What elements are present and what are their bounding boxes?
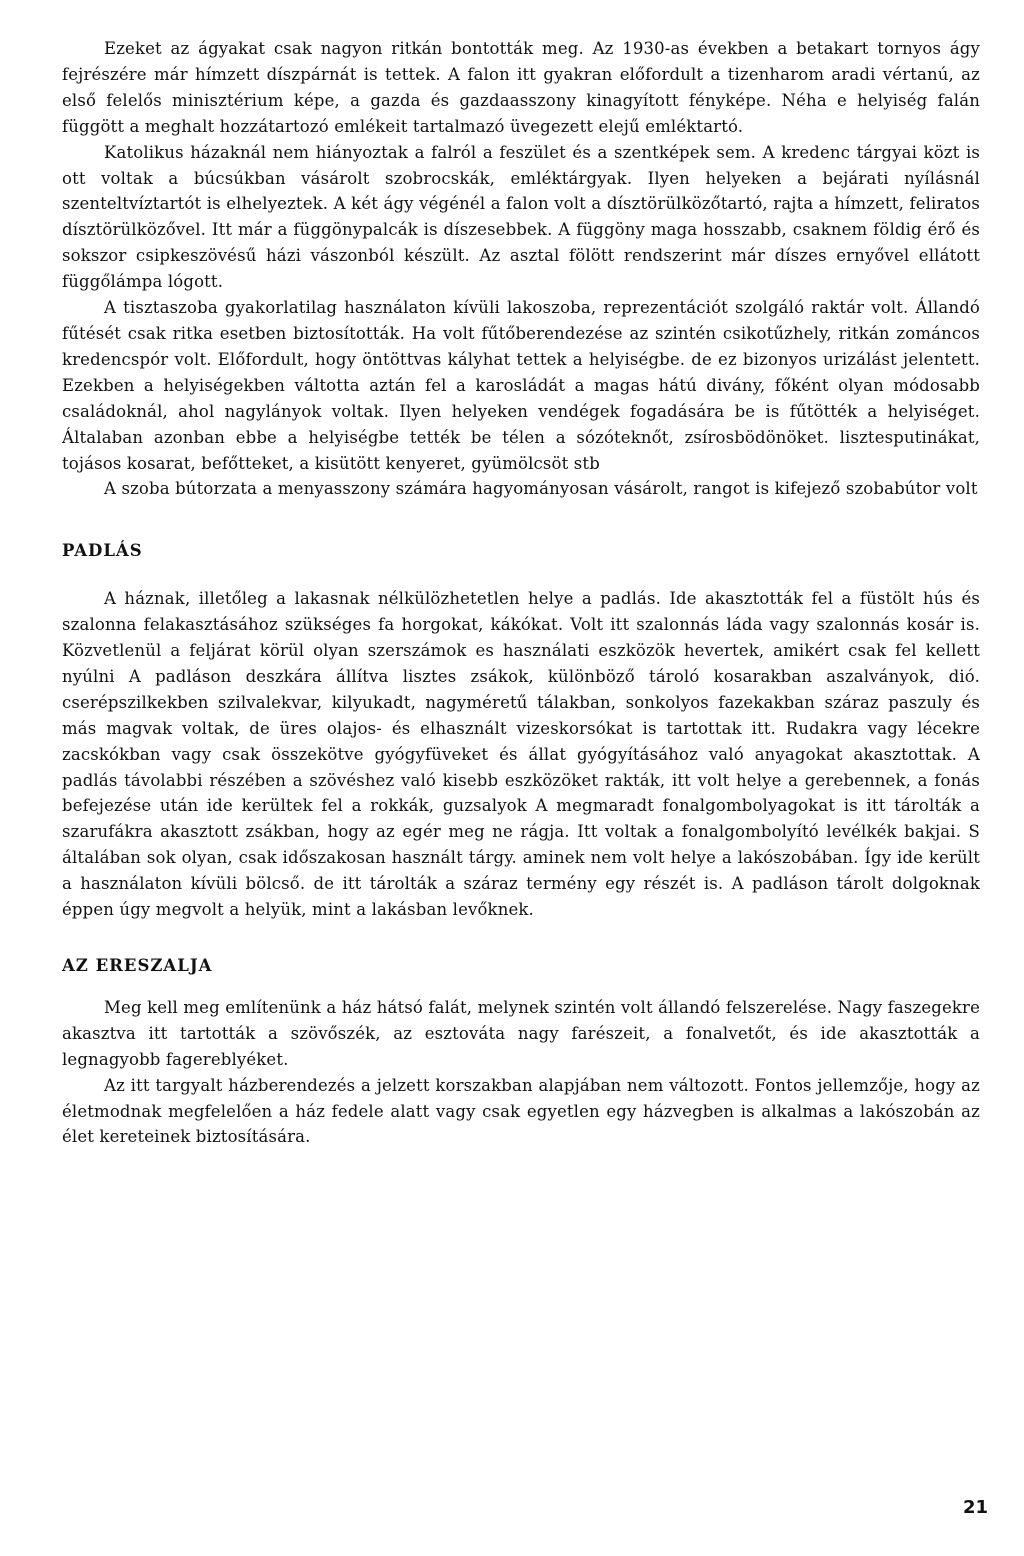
paragraph: Katolikus házaknál nem hiányoztak a falról a feszület és a szentképek sem. A kredenc tárgyai közt is ott voltak a búcsúkban vásárolt szobrocskák, emléktárgyak. Ilyen helyeken a bejárati nyílásnál szenteltvíztartót is elhelyeztek. A két ágy végénél a falon volt a dísztörülközőtartó, rajta a hímzett, feliratos dísztörülközővel. Itt már a függönypalcák is díszesebbek. A függöny maga hosszabb, csaknem földig érő és sokszor csipkeszövésű házi vászonból készült. Az asztal fölött rendszerint már díszes ernyővel ellátott függőlámpa lógott.: [62, 142, 980, 292]
paragraph: Az itt targyalt házberendezés a jelzett korszakban alapjában nem változott. Fontos jellemzője, hogy az életmodnak megfelelően a ház fedele alatt vagy csak egyetlen egy házvegben is alkalmas a lakószobán az élet kereteinek biztosítására.: [62, 1075, 980, 1147]
paragraph: Meg kell meg említenünk a ház hátsó falát, melynek szintén volt állandó felszerelése. Nagy faszegekre akasztva itt tartották a szövőszék, az esztováta nagy farészeit, a fonalvetőt, és ide akasztották a legnagyobb fagereblyéket.: [62, 997, 981, 1069]
page-body: [62, 36, 980, 1150]
paragraph: Ezeket az ágyakat csak nagyon ritkán bontották meg. Az 1930-as években a betakart tornyos ágy fejrészére már hímzett díszpárnát is tettek. A falon itt gyakran előfordult a tizenharom aradi vértanú, az első felelős minisztérium képe, a gazda és gazdaasszony kinagyított fényképe. Néha e helyiség falán függött a meghalt hozzátartozó emlékeit tartalmazó üvegezett elejű emléktartó.: [62, 39, 980, 136]
paragraph: A tisztaszoba gyakorlatilag használaton kívüli lakoszoba, reprezentációt szolgáló raktár volt. Állandó fűtését csak ritka esetben biztosították. Ha volt fűtőberendezése az szintén csikotűzhely, ritkán zománcos kredencspór volt. Előfordult, hogy öntöttvas kályhat tettek a helyiségbe. de ez bizonyos urizálást jelentett. Ezekben a helyiségekben váltotta aztán fel a karosládát a magas hátú divány, főként olyan módosabb családoknál, ahol nagylányok voltak. Ilyen helyeken vendégek fogadására be is fűtötték a helyiséget. Általaban azonban ebbe a helyiségbe tették be télen a sózóteknőt, zsírosbödönöket. lisztesputinákat, tojásos kosarat, befőtteket, a kisütött kenyeret, gyümölcsöt stb: [62, 298, 980, 473]
section-heading-padlas: PADLÁS: [62, 541, 143, 561]
paragraph: A háznak, illetőleg a lakasnak nélkülözhetetlen helye a padlás. Ide akasztották fel a füstölt hús és szalonna felakasztásához szükséges fa horgokat, kákókat. Volt itt szalonnás láda vagy szalonnás kosár is. Közvetlenül a feljárat körül olyan szerszámok es használati eszközök hevertek, amikért csak fel kellett nyúlni A padláson deszkára állítva lisztes zsákok, különböző tároló kosarakban aszalványok, dió. cserépszilkekben szilvalekvar, kilyukadt, nagyméretű tálakban, sonkolyos fazekakban száraz paszuly és más magvak voltak, de üres olajos- és elhasznált vizeskorsókat is tartottak itt. Rudakra vagy lécekre zacskókban vagy csak összekötve gyógyfüveket és állat gyógyításához való anyagokat akasztottak. A padlás távolabbi részében a szövéshez való kisebb eszközöket rakták, itt volt helye a gerebennek, a fonás befejezése után ide kerültek fel a rokkák, guzsalyok A megmaradt fonalgombolyagokat is itt tárolták a szarufákra akasztott zsákban, hogy az egér meg ne rágja. Itt voltak a fonalgombolyító levélkék bakjai. S általában sok olyan, csak időszakosan használt tárgy. aminek nem volt helye a lakószobában. Így ide került a használaton kívüli bölcső. de itt tárolták a száraz termény egy részét is. A padláson tárolt dolgoknak éppen úgy megvolt a helyük, mint a lakásban levőknek.: [62, 589, 980, 920]
paragraph: A szoba bútorzata a menyasszony számára hagyományosan vásárolt, rangot is kifejező szobabútor volt: [104, 479, 978, 499]
page-number: 21: [962, 1497, 988, 1518]
section-heading-ereszalja: AZ ERESZALJA: [62, 956, 213, 975]
